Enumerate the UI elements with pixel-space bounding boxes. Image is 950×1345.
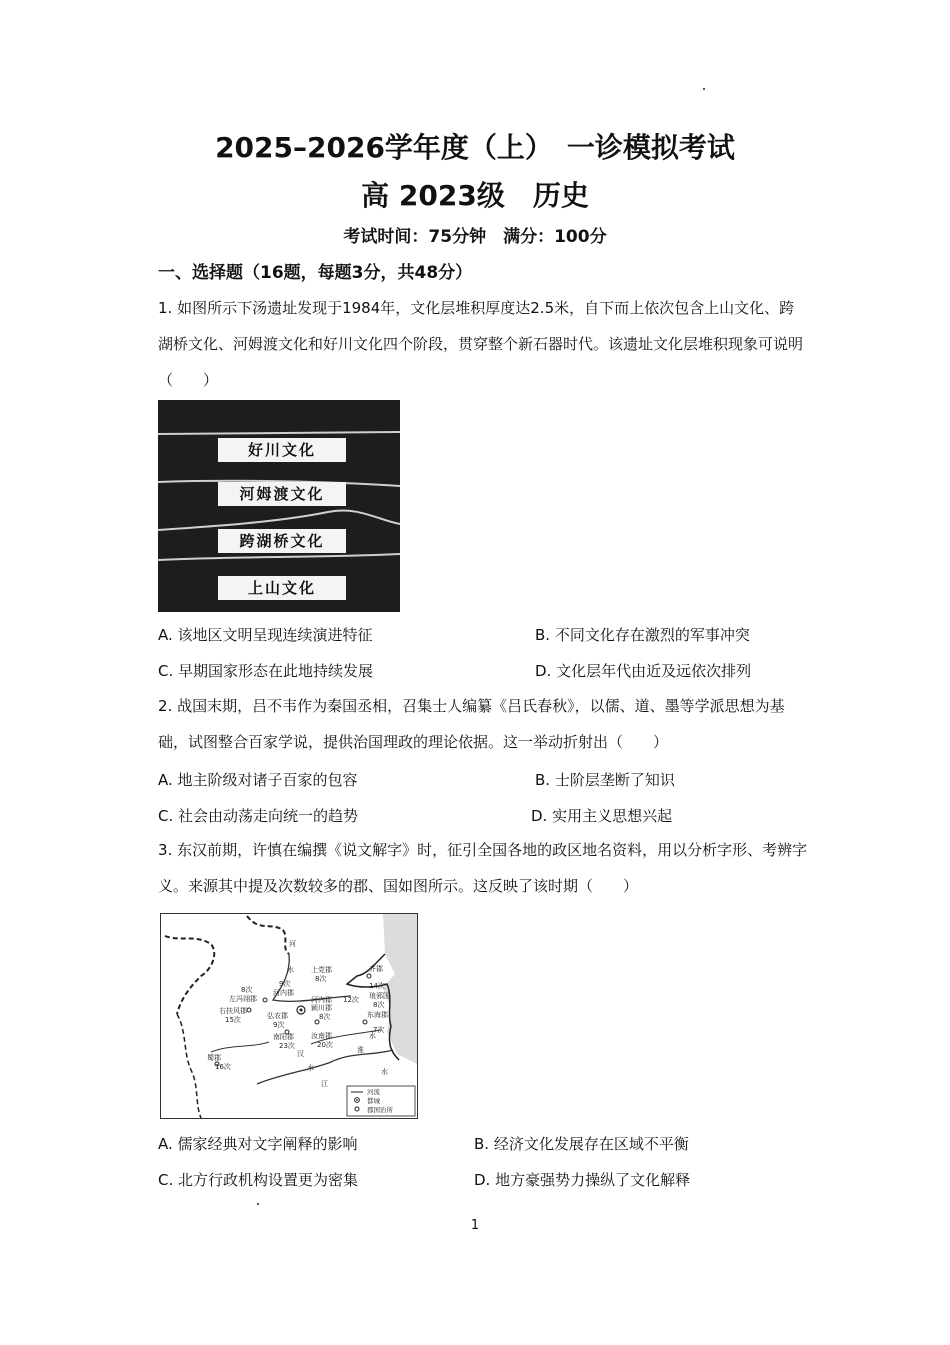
legend-label: 郡国治所 <box>367 1106 393 1114</box>
legend-capital-icon <box>356 1099 358 1101</box>
border-line <box>165 936 214 1014</box>
q2-option-b: B. 士阶层垄断了知识 <box>535 771 675 789</box>
border-line <box>177 1014 201 1118</box>
map-label: 水 <box>307 1064 314 1072</box>
han-map <box>161 914 417 1118</box>
section-heading: 一、选择题（16题，每题3分，共48分） <box>158 263 473 283</box>
q3-map-figure <box>160 913 418 1119</box>
seat-marker <box>263 998 267 1002</box>
scan-speck <box>257 1203 259 1205</box>
seat-marker <box>363 1020 367 1024</box>
q3-option-c: C. 北方行政机构设置更为密集 <box>158 1171 359 1189</box>
layer-shangshan: 上山文化 <box>218 576 346 600</box>
map-label: 水 <box>287 966 294 974</box>
map-label: 琅邪国 <box>369 992 390 1000</box>
map-label: 右扶风郡 <box>219 1007 247 1015</box>
map-label: 14次 <box>369 982 385 990</box>
map-label: 东海郡 <box>367 1011 388 1019</box>
q3-option-b: B. 经济文化发展存在区域不平衡 <box>474 1135 689 1153</box>
map-label: 15次 <box>225 1016 241 1024</box>
map-label: 汉 <box>297 1050 304 1058</box>
exam-info: 考试时间：75分钟 满分：100分 <box>343 227 607 247</box>
map-label: 淮 <box>357 1046 364 1054</box>
seat-marker <box>247 1008 251 1012</box>
map-label: 江 <box>321 1080 328 1088</box>
q3-option-a: A. 儒家经典对文字阐释的影响 <box>158 1135 358 1153</box>
map-label: 8次 <box>319 1013 331 1021</box>
q1-strata-figure <box>158 400 400 612</box>
exam-title: 2025–2026学年度（上） 一诊模拟考试 <box>215 131 735 164</box>
map-label: 8次 <box>315 975 327 983</box>
legend-label: 河流 <box>367 1088 380 1096</box>
map-label: 河内郡 <box>311 996 332 1004</box>
scan-speck <box>703 88 705 90</box>
q1-option-a: A. 该地区文明呈现连续演进特征 <box>158 626 373 644</box>
layer-kuahuqiao: 跨湖桥文化 <box>218 529 346 553</box>
map-label: 颍川郡 <box>311 1004 332 1012</box>
capital-marker <box>300 1009 303 1012</box>
map-label: 南阳郡 <box>273 1033 294 1041</box>
map-label: 9次 <box>279 980 291 988</box>
exam-subtitle: 高 2023级 历史 <box>361 179 589 212</box>
map-label: 9次 <box>273 1021 285 1029</box>
map-label: 上党郡 <box>311 966 332 974</box>
map-label: 弘农郡 <box>267 1012 288 1020</box>
legend-label: 都城 <box>367 1097 380 1105</box>
map-label: 左冯翊郡 <box>229 995 257 1003</box>
q2-option-a: A. 地主阶级对诸子百家的包容 <box>158 771 358 789</box>
map-label: 齐郡 <box>369 965 383 973</box>
q1-option-c: C. 早期国家形态在此地持续发展 <box>158 662 374 680</box>
map-label: 23次 <box>279 1042 295 1050</box>
map-label: 8次 <box>373 1001 385 1009</box>
layer-haochuan: 好川文化 <box>218 438 346 462</box>
q1-stem: 1. 如图所示下汤遗址发现于1984年，文化层堆积厚度达2.5米，自下而上依次包含上山文化、跨湖桥文化、河姆渡文化和好川文化四个阶段，贯穿整个新石器时代。该遗址文化层堆积现象可说明（ ） <box>158 299 804 389</box>
map-label: 河 <box>289 940 296 948</box>
map-label: 蜀郡 <box>207 1054 221 1062</box>
q1-option-b: B. 不同文化存在激烈的军事冲突 <box>535 626 750 644</box>
map-label: 20次 <box>317 1041 333 1049</box>
q2-stem: 2. 战国末期，吕不韦作为秦国丞相，召集士人编纂《吕氏春秋》，以儒、道、墨等学派思想为基础，试图整合百家学说，提供治国理政的理论依据。这一举动折射出（ ） <box>158 697 785 751</box>
map-label: 汝南郡 <box>311 1032 332 1040</box>
map-label: 水 <box>369 1032 376 1040</box>
q1-option-d: D. 文化层年代由近及远依次排列 <box>535 662 752 680</box>
map-label: 12次 <box>343 996 359 1004</box>
q3-option-d: D. 地方豪强势力操纵了文化解释 <box>474 1171 691 1189</box>
map-label: 8次 <box>241 986 253 994</box>
map-label: 水 <box>381 1068 388 1076</box>
han-river <box>211 1042 269 1052</box>
map-label: 河内郡 <box>273 989 294 997</box>
map-label: 7次 <box>373 1026 385 1034</box>
map-label: 16次 <box>215 1063 231 1071</box>
q2-option-c: C. 社会由动荡走向统一的趋势 <box>158 807 359 825</box>
q3-stem: 3. 东汉前期，许慎在编撰《说文解字》时，征引全国各地的政区地名资料，用以分析字形、考辨字义。来源其中提及次数较多的郡、国如图所示。这反映了该时期（ ） <box>158 841 808 895</box>
layer-hemudu: 河姆渡文化 <box>218 482 346 506</box>
border-line <box>247 916 289 954</box>
seat-marker <box>367 974 371 978</box>
yangtze-river <box>257 1050 393 1084</box>
q2-option-d: D. 实用主义思想兴起 <box>531 807 673 825</box>
page-number: 1 <box>470 1218 480 1233</box>
